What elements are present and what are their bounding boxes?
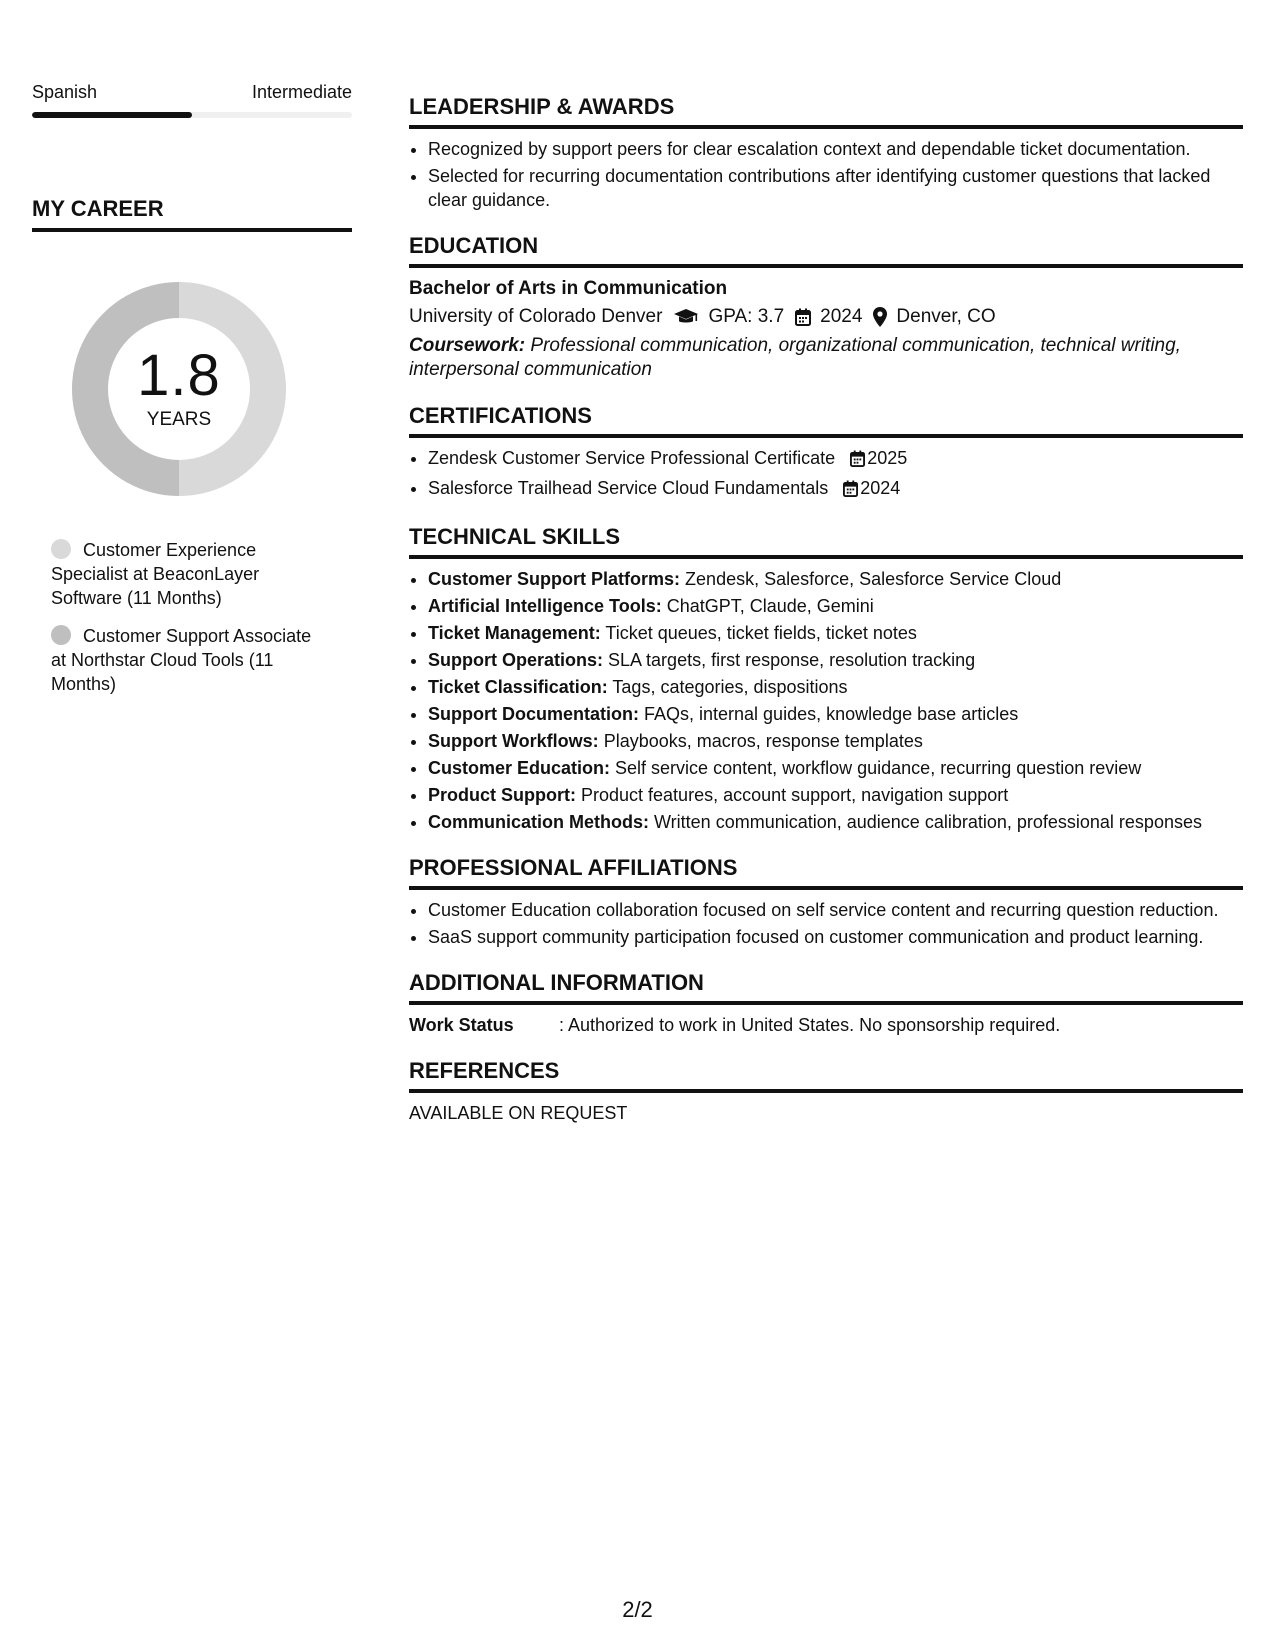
- leadership-section: [409, 93, 1243, 212]
- section-title: EDUCATION: [409, 232, 1243, 268]
- skill-value: SLA targets, first response, resolution tracking: [608, 650, 976, 670]
- list-item: [428, 621, 1243, 645]
- page-number: 2/2: [622, 1597, 653, 1622]
- career-legend: [32, 538, 352, 696]
- skill-label: Support Documentation:: [428, 704, 639, 724]
- certification-year: 2024: [860, 478, 901, 498]
- skill-value: Self service content, workflow guidance, recurring question review: [615, 758, 1142, 778]
- legend-dot-icon: [51, 625, 71, 645]
- career-legend-item: [51, 538, 331, 610]
- career-heading: MY CAREER: [32, 196, 352, 232]
- skill-value: ChatGPT, Claude, Gemini: [666, 596, 874, 616]
- list-item: [428, 702, 1243, 726]
- education-meta: [409, 302, 1243, 332]
- references-section: [409, 1057, 1243, 1125]
- work-status-value: : Authorized to work in United States. No sponsorship required.: [559, 1015, 1061, 1035]
- legend-dot-icon: [51, 539, 71, 559]
- section-title: REFERENCES: [409, 1057, 1243, 1093]
- additional-info-section: [409, 969, 1243, 1037]
- list-item: • SaaS support community participation focused on customer communication and product learning.: [428, 925, 1243, 949]
- skill-value: Zendesk, Salesforce, Salesforce Service Cloud: [685, 569, 1062, 589]
- references-text: AVAILABLE ON REQUEST: [409, 1103, 628, 1123]
- work-status-label: Work Status: [409, 1015, 514, 1035]
- school-name: University of Colorado Denver: [409, 306, 663, 327]
- technical-skills-section: [409, 523, 1243, 834]
- skill-value: Product features, account support, navigation support: [581, 785, 1009, 805]
- sidebar: [32, 80, 352, 710]
- list-item: [428, 810, 1243, 834]
- degree: Bachelor of Arts in Communication: [409, 278, 728, 299]
- skill-label: Product Support:: [428, 785, 576, 805]
- career-total-value: 1.8: [137, 343, 221, 408]
- list-item: [428, 476, 1243, 503]
- skill-label: Ticket Management:: [428, 623, 601, 643]
- list-item: [428, 729, 1243, 753]
- skill-label: Ticket Classification:: [428, 677, 608, 697]
- language-proficiency-fill: [32, 112, 192, 118]
- list-item: [428, 567, 1243, 591]
- skill-label: Artificial Intelligence Tools:: [428, 596, 662, 616]
- calendar-icon: [795, 308, 811, 326]
- education-section: [409, 232, 1243, 382]
- list-item: [428, 756, 1243, 780]
- certification-year: 2025: [867, 448, 908, 468]
- coursework: [409, 334, 1243, 382]
- skill-label: Customer Education:: [428, 758, 611, 778]
- skill-value: FAQs, internal guides, knowledge base articles: [644, 704, 1019, 724]
- skill-label: Support Workflows:: [428, 731, 599, 751]
- skill-label: Support Operations:: [428, 650, 603, 670]
- list-item: [428, 648, 1243, 672]
- list-item: [428, 675, 1243, 699]
- section-title: TECHNICAL SKILLS: [409, 523, 1243, 559]
- certification-name: Salesforce Trailhead Service Cloud Fundamentals: [428, 478, 829, 498]
- coursework-text: Professional communication, organizational communication, technical writing, interpersonal communication: [409, 335, 1181, 380]
- list-item: [428, 783, 1243, 807]
- skill-value: Playbooks, macros, response templates: [603, 731, 923, 751]
- location-pin-icon: [873, 307, 887, 327]
- skill-value: Tags, categories, dispositions: [612, 677, 848, 697]
- list-item: • Customer Education collaboration focused on self service content and recurring question reduction.: [428, 898, 1243, 922]
- skill-value: Ticket queues, ticket fields, ticket notes: [605, 623, 917, 643]
- career-legend-item: [51, 624, 331, 696]
- certifications-section: [409, 402, 1243, 503]
- skill-value: Written communication, audience calibration, professional responses: [654, 812, 1202, 832]
- list-item: • Selected for recurring documentation contributions after identifying customer questions that lacked clear guidance.: [428, 164, 1243, 212]
- calendar-icon: [850, 449, 865, 473]
- gpa: GPA: 3.7: [708, 306, 785, 327]
- graduation-year: 2024: [820, 306, 863, 327]
- skill-label: Customer Support Platforms:: [428, 569, 681, 589]
- list-item: • Recognized by support peers for clear escalation context and dependable ticket documentation.: [428, 137, 1243, 161]
- graduation-cap-icon: [673, 308, 699, 326]
- list-item: [428, 594, 1243, 618]
- skill-label: Communication Methods:: [428, 812, 649, 832]
- career-legend-label: Customer Support Associate at Northstar Cloud Tools (11 Months): [51, 626, 312, 694]
- affiliations-section: [409, 854, 1243, 949]
- list-item: [428, 446, 1243, 473]
- certification-name: Zendesk Customer Service Professional Certificate: [428, 448, 836, 468]
- section-title: CERTIFICATIONS: [409, 402, 1243, 438]
- career-donut-chart: [66, 276, 292, 502]
- work-status-row: [409, 1013, 1243, 1037]
- career-total-unit: YEARS: [146, 409, 212, 430]
- coursework-label: Coursework:: [409, 335, 526, 356]
- language-proficiency-bar: [32, 112, 352, 118]
- section-title: ADDITIONAL INFORMATION: [409, 969, 1243, 1005]
- section-title: PROFESSIONAL AFFILIATIONS: [409, 854, 1243, 890]
- section-title: LEADERSHIP & AWARDS: [409, 93, 1243, 129]
- main-content: [409, 93, 1243, 1145]
- location: Denver, CO: [896, 306, 996, 327]
- career-legend-label: Customer Experience Specialist at BeaconLayer Software (11 Months): [51, 540, 260, 608]
- calendar-icon: [843, 479, 858, 503]
- language-row: [32, 80, 352, 104]
- language-name: Spanish: [32, 82, 98, 102]
- language-level: Intermediate: [251, 82, 352, 102]
